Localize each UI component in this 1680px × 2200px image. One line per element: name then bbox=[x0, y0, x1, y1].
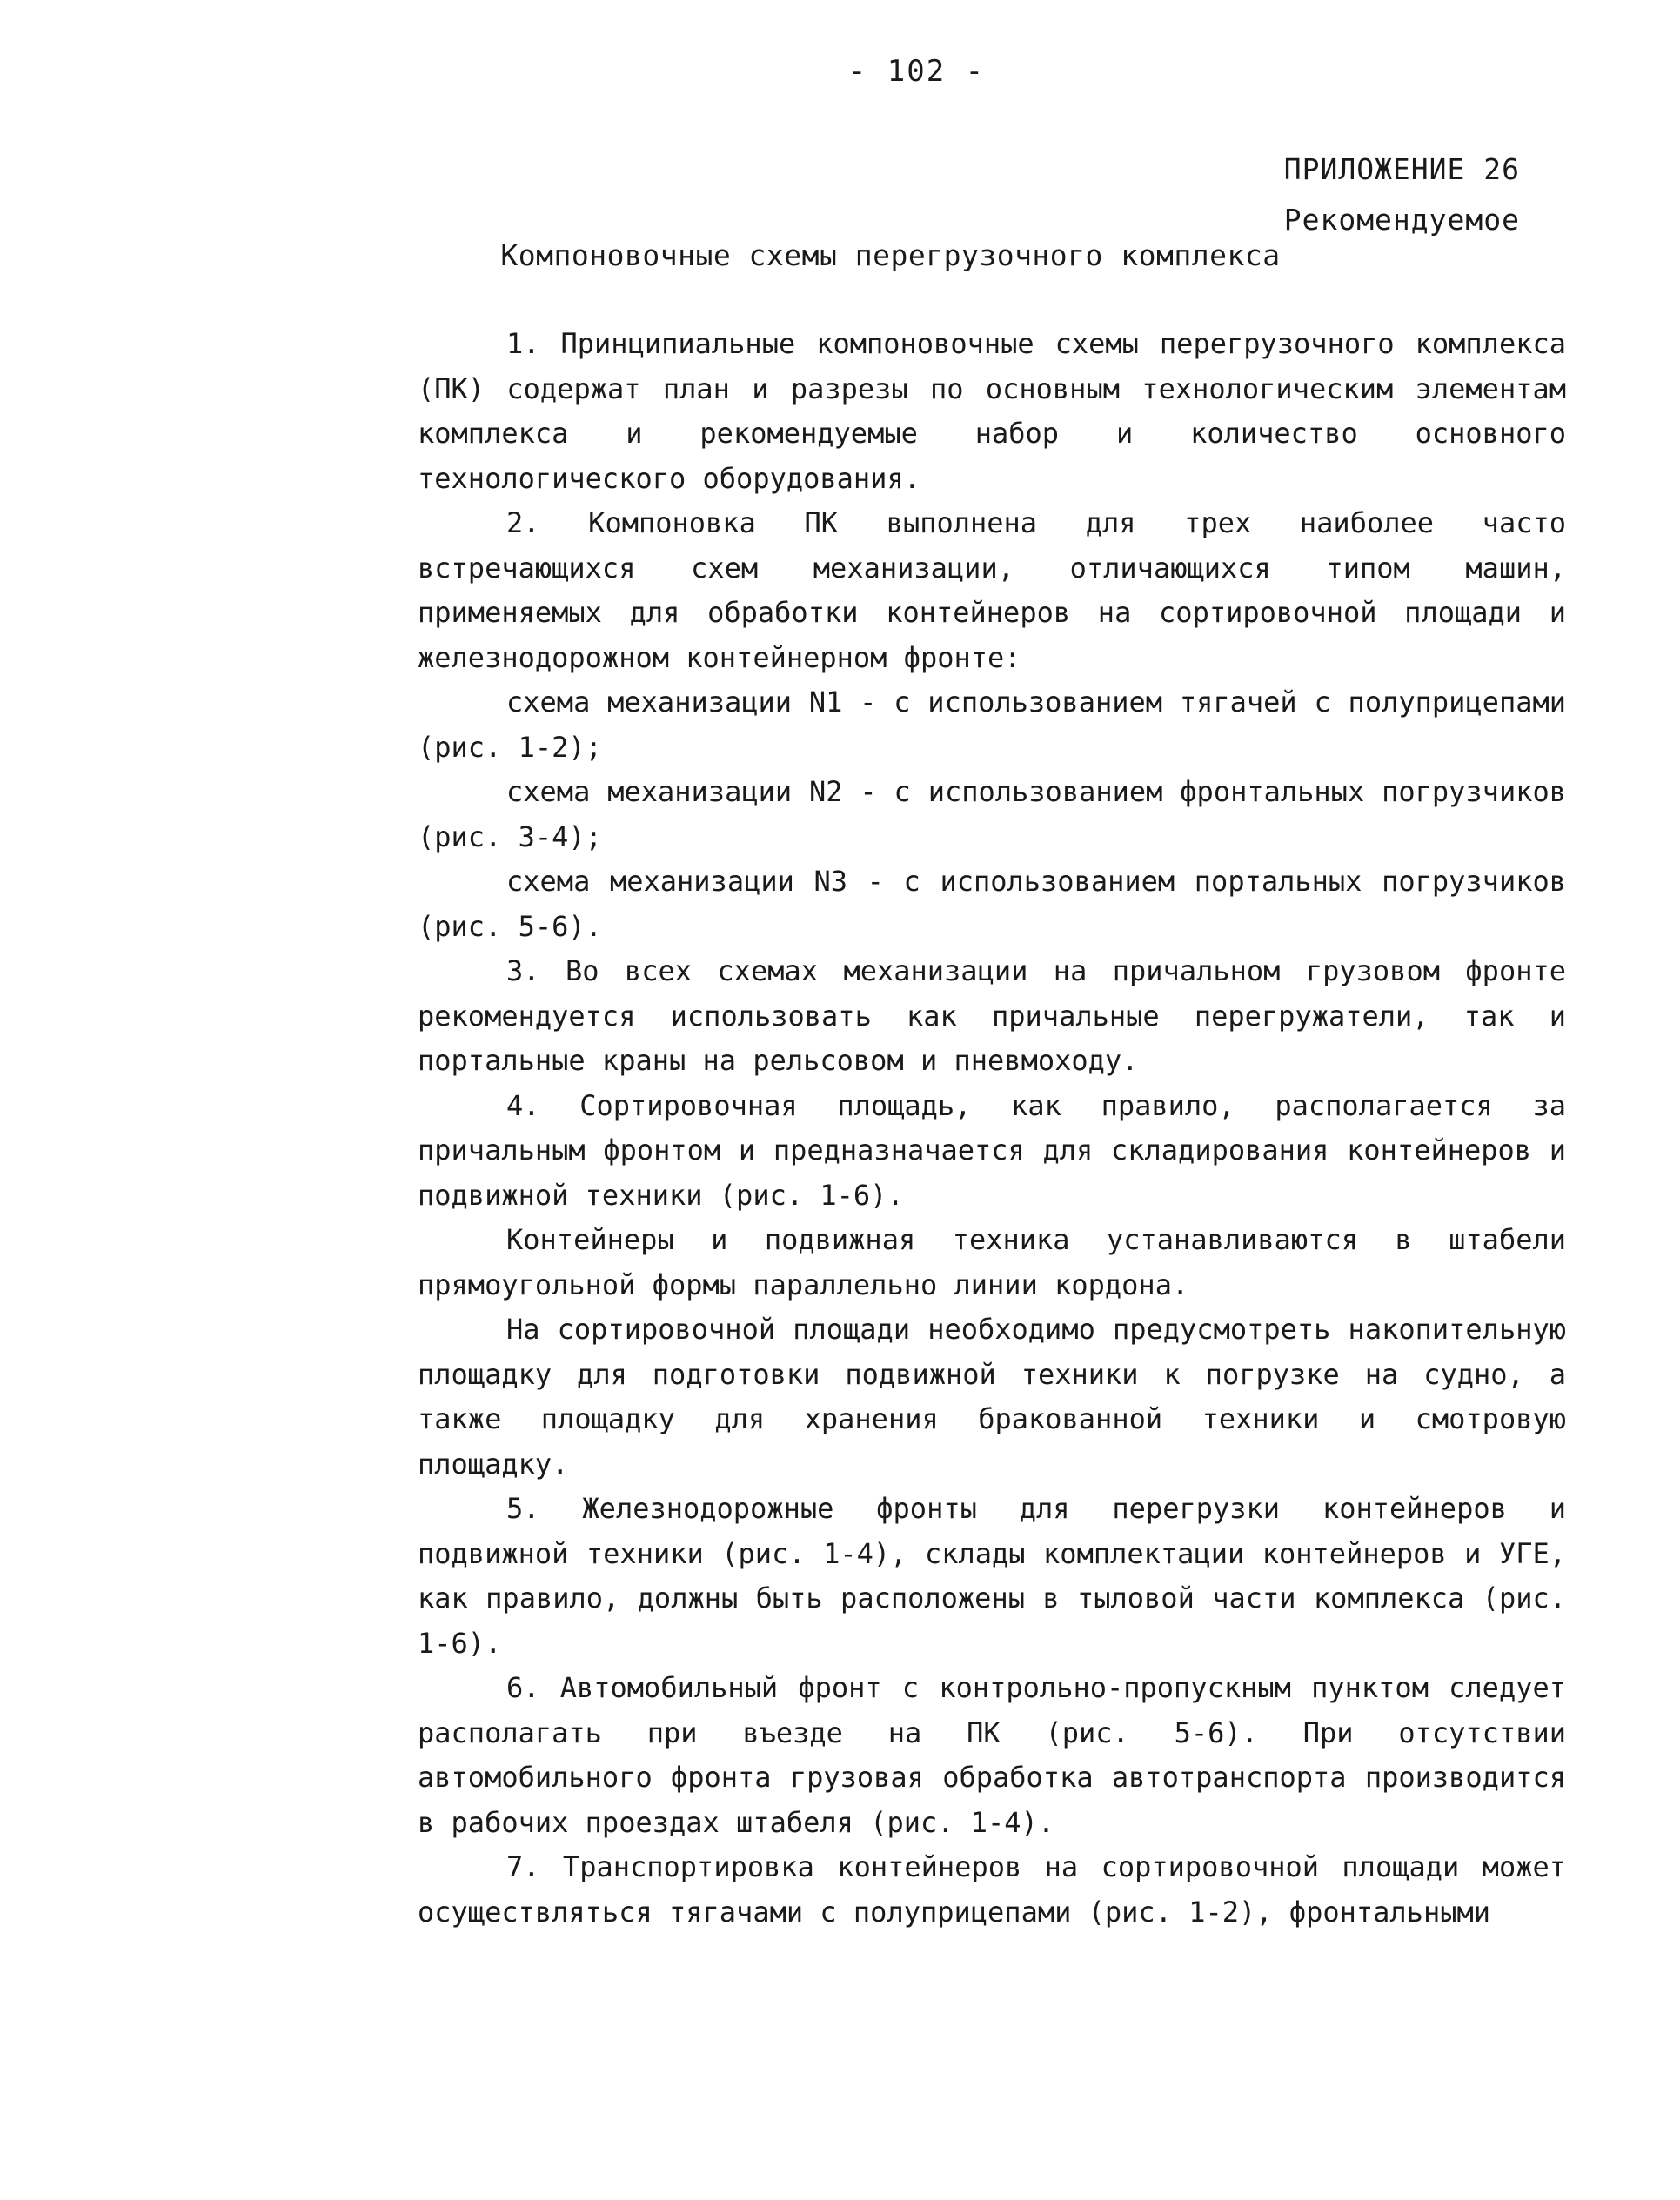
paragraph-3: 3. Во всех схемах механизации на причальном грузовом фронте рекомендуется использовать как причальные перегружатели, так и портальные краны на рельсовом и пневмоходу. bbox=[418, 954, 1566, 1077]
paragraph-4-stacks: Контейнеры и подвижная техника устанавливаются в штабели прямоугольной формы параллельно линии кордона. bbox=[418, 1223, 1566, 1301]
scheme-2-item: схема механизации N2 - с использованием фронтальных погрузчиков (рис. 3-4); bbox=[418, 775, 1566, 853]
paragraph-7: 7. Транспортировка контейнеров на сортировочной площади может осуществляться тягачами с полуприцепами (рис. 1-2), фронтальными bbox=[418, 1850, 1566, 1929]
appendix-label: ПРИЛОЖЕНИЕ 26 bbox=[1283, 152, 1520, 186]
appendix-status: Рекомендуемое bbox=[1283, 203, 1520, 237]
scheme-1-item: схема механизации N1 - с использованием тягачей с полуприцепами (рис. 1-2); bbox=[418, 685, 1566, 764]
paragraph-2: 2. Компоновка ПК выполнена для трех наиболее часто встречающихся схем механизации, отличающихся типом машин, применяемых для обработки контейнеров на сортировочной площади и железнодорожном контейнерном фронте: bbox=[418, 506, 1566, 674]
appendix-header bbox=[1284, 144, 1520, 245]
scheme-3-item: схема механизации N3 - с использованием портальных погрузчиков (рис. 5-6). bbox=[418, 865, 1566, 943]
paragraph-4: 4. Сортировочная площадь, как правило, располагается за причальным фронтом и предназначается для складирования контейнеров и подвижной техники (рис. 1-6). bbox=[418, 1088, 1566, 1212]
paragraph-5: 5. Железнодорожные фронты для перегрузки контейнеров и подвижной техники (рис. 1-4), склады комплектации контейнеров и УГЕ, как правило, должны быть расположены в тыловой части комплекса (рис. 1-6). bbox=[418, 1492, 1566, 1660]
body-text bbox=[418, 322, 1566, 1935]
paragraph-6: 6. Автомобильный фронт с контрольно-пропускным пунктом следует располагать при въезде на ПК (рис. 5-6). При отсутствии автомобильного фронта грузовая обработка автотранспорта производится в рабочих проездах штабеля (рис. 1-4). bbox=[418, 1671, 1566, 1839]
page-number: - 102 - bbox=[847, 54, 986, 89]
paragraph-4-storage: На сортировочной площади необходимо предусмотреть накопительную площадку для подготовки подвижной техники к погрузке на судно, а также площадку для хранения бракованной техники и смотровую площадку. bbox=[418, 1313, 1566, 1481]
document-title: Компоновочные схемы перегрузочного комплекса bbox=[500, 238, 1281, 272]
paragraph-1: 1. Принципиальные компоновочные схемы перегрузочного комплекса (ПК) содержат план и разрезы по основным технологическим элементам комплекса и рекомендуемые набор и количество основного технологического оборудования. bbox=[418, 327, 1566, 495]
